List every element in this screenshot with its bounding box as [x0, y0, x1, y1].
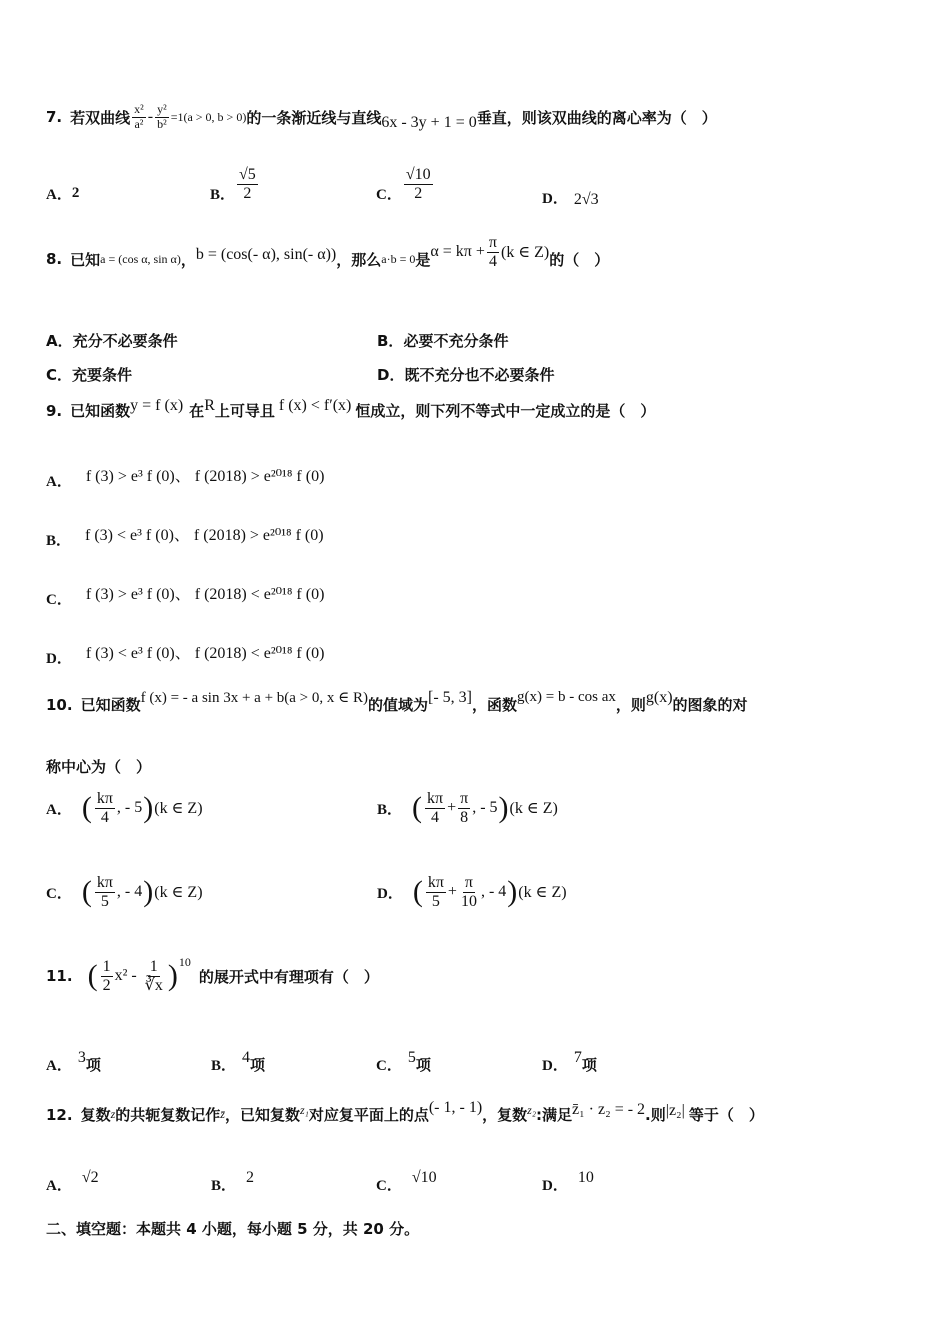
alpha-expr: α = kπ +	[430, 243, 485, 261]
question-text: .则	[645, 1106, 666, 1124]
option-label: A．	[46, 474, 72, 490]
k-in-z: (k ∈ Z)	[500, 244, 550, 262]
k-in-z: (k ∈ Z)	[518, 884, 567, 902]
option-label: C．	[46, 885, 72, 902]
question-text: 的展开式中有理项有（ ）	[198, 967, 379, 986]
option-a[interactable]: A． ( $\frac{k\pi}{4}$ , - 5 ) (k ∈ Z)	[46, 790, 203, 826]
option-value: 充要条件	[72, 366, 133, 384]
frac-num: y²	[157, 102, 167, 117]
option-value: 10	[577, 1168, 594, 1186]
option-label: B．	[46, 533, 72, 549]
frac-num: kπ	[427, 790, 444, 807]
k-in-z: (k ∈ Z)	[154, 800, 203, 818]
frac-num: kπ	[96, 874, 113, 891]
option-label: B．	[211, 1058, 237, 1074]
z-var: z	[110, 1107, 116, 1121]
frac-den: 4	[100, 808, 109, 826]
range: [- 5, 3]	[428, 688, 472, 706]
option-label: D．	[542, 1058, 568, 1074]
frac-num: √10	[405, 166, 431, 184]
question-number: 10.	[46, 695, 73, 714]
question-text-continued: 称中心为（ ）	[46, 758, 152, 776]
option-c[interactable]	[376, 1160, 437, 1195]
frac-den: 4	[488, 252, 497, 270]
frac-num: kπ	[96, 790, 113, 807]
option-value: 必要不充分条件	[403, 332, 509, 350]
function-expr: f (x) = - a sin 3x + a + b(a > 0, x ∈ R)	[140, 690, 368, 706]
option-value: 充分不必要条件	[72, 332, 178, 350]
inequality: f (x) < f′(x)	[278, 396, 352, 414]
question-text: ，那么	[336, 250, 382, 269]
question-text: 复数	[80, 1106, 111, 1124]
question-9	[46, 396, 656, 421]
dot-product: a·b = 0	[381, 251, 416, 266]
question-text: 是	[415, 250, 431, 269]
frac-num: x²	[134, 102, 144, 117]
option-d[interactable]	[542, 1040, 597, 1075]
option-a[interactable]	[46, 1160, 99, 1195]
x-squared: x²	[114, 967, 128, 985]
question-text: 等于（ ）	[688, 1106, 764, 1124]
option-unit: 项	[250, 1056, 266, 1074]
question-text: 的一条渐近线与直线	[246, 108, 382, 127]
frac-num: 1	[102, 958, 111, 975]
question-text: 已知函数	[70, 402, 131, 420]
option-a[interactable]	[46, 458, 324, 491]
question-text: 的（ ）	[549, 250, 610, 269]
option-rest: , - 5	[116, 799, 143, 817]
option-a[interactable]	[46, 183, 79, 204]
question-number: 12.	[46, 1105, 73, 1124]
option-rest: , - 4	[116, 883, 143, 901]
option-label: A．	[46, 1178, 72, 1194]
frac-num: π	[488, 234, 497, 251]
option-value: 3	[77, 1048, 86, 1066]
frac-den: b²	[157, 116, 167, 131]
option-c[interactable]	[46, 576, 324, 609]
option-value: f (3) > e³ f (0)、 f (2018) < e²⁰¹⁸ f (0)	[85, 586, 325, 603]
domain-r: R	[204, 396, 215, 414]
option-d[interactable]	[377, 364, 554, 385]
option-c[interactable]	[376, 165, 435, 204]
question-8	[46, 234, 610, 270]
frac-den: 2	[414, 185, 423, 202]
frac-den: 8	[460, 808, 469, 826]
option-label: C．	[376, 187, 402, 203]
frac-den: a²	[134, 116, 144, 131]
option-b[interactable]: B． ( $\frac{k\pi}{4}$ + $\frac{\pi}{8}$ , - 5 ) (k ∈ Z)	[377, 790, 558, 826]
option-label: B．	[210, 187, 236, 203]
option-rest: , - 5	[472, 799, 498, 817]
option-c[interactable]: C． ( $\frac{k\pi}{5}$ , - 4 ) (k ∈ Z)	[46, 874, 203, 910]
question-text: :满足	[536, 1106, 572, 1124]
z1-var: z₁	[299, 1103, 309, 1117]
g-of-x: g(x)	[645, 688, 673, 706]
abs-z2: |z₂|	[665, 1101, 685, 1119]
frac-den: 4	[431, 808, 440, 826]
condition: =1(a > 0, b > 0)	[170, 109, 247, 124]
question-10	[46, 688, 748, 715]
frac-num: √5	[239, 166, 256, 184]
question-text: 在	[189, 402, 205, 420]
k-in-z: (k ∈ Z)	[154, 884, 203, 902]
option-value: 4	[242, 1048, 251, 1066]
option-d[interactable]	[46, 635, 324, 668]
option-label: C．	[46, 366, 73, 384]
exponent: 10	[178, 954, 191, 969]
question-text: 若双曲线	[70, 108, 131, 127]
hyperbola-equation: $\frac{\text{x²}}{\text{a²}}$ - $\frac{\text{y²}}{\text{b²}}$ =1(a > 0, b > 0)	[134, 102, 247, 131]
option-c[interactable]	[46, 364, 132, 385]
question-text: ，函数	[472, 696, 518, 714]
z-bar: z̄	[220, 1107, 225, 1121]
option-d[interactable]: D． ( $\frac{k\pi}{5}$ + $\frac{\pi}{10}$ , - 4 ) (k ∈ Z)	[377, 874, 567, 910]
question-text: 垂直，则该双曲线的离心率为（ ）	[476, 108, 717, 127]
question-number: 11.	[46, 967, 73, 986]
option-d[interactable]	[542, 185, 599, 209]
question-text: ，已知复数	[224, 1106, 300, 1124]
point-coords: (- 1, - 1)	[428, 1098, 483, 1116]
line-equation: 6x - 3y + 1 = 0	[381, 114, 477, 131]
alpha-condition	[430, 234, 549, 270]
option-value: 既不充分也不必要条件	[404, 366, 555, 384]
question-text: ，则	[615, 696, 646, 714]
frac-num: 1	[149, 958, 158, 975]
option-value: 7	[573, 1048, 582, 1066]
option-c[interactable]	[376, 1040, 431, 1075]
question-12	[46, 1098, 764, 1125]
frac-den: 2	[102, 976, 111, 994]
option-label: A．	[46, 801, 72, 818]
option-label: D．	[46, 651, 72, 667]
question-text: 已知	[70, 250, 101, 269]
option-label: A．	[46, 1058, 72, 1074]
binomial-expr: ( $\frac{1}{2}$ x² - $\frac{1}{∛x}$ ) $^{10}$	[87, 954, 191, 994]
question-number: 7.	[46, 108, 63, 126]
option-value: f (3) < e³ f (0)、 f (2018) > e²⁰¹⁸ f (0)	[85, 527, 324, 544]
question-text: 已知函数	[80, 696, 141, 714]
vector-a: a = (cos α, sin α)	[100, 251, 181, 266]
option-b[interactable]	[211, 1160, 254, 1195]
frac-num: π	[464, 874, 473, 891]
option-value: 2√3	[573, 191, 599, 208]
question-text: 的图象的对	[672, 696, 748, 714]
option-label: D．	[542, 190, 568, 207]
question-text: 对应复平面上的点	[308, 1106, 429, 1124]
condition: z̄₁ · z₂ = - 2	[572, 1100, 646, 1118]
question-text: 的共轭复数记作	[115, 1106, 221, 1124]
z2-var: z₂	[527, 1103, 536, 1117]
question-7	[46, 102, 717, 132]
vector-b: b = (cos(- α), sin(- α))	[195, 246, 337, 264]
frac-den: 2	[243, 185, 252, 202]
question-number: 8.	[46, 250, 63, 269]
option-value: √2	[81, 1168, 99, 1186]
option-label: C．	[376, 1178, 402, 1194]
frac-den: 5	[431, 892, 440, 910]
option-label: C．	[376, 1058, 402, 1074]
option-label: C．	[46, 592, 72, 608]
question-text: 恒成立，则下列不等式中一定成立的是（ ）	[355, 402, 656, 420]
section-heading: 二、填空题：本题共 4 小题，每小题 5 分，共 20 分。	[46, 1220, 420, 1238]
option-a[interactable]	[46, 330, 178, 351]
punct: ，	[180, 250, 196, 269]
option-label: B．	[377, 332, 404, 350]
option-value: √10	[411, 1168, 437, 1186]
question-text: 的值域为	[368, 696, 429, 714]
option-value: 2	[71, 185, 80, 201]
option-unit: 项	[415, 1056, 431, 1074]
question-text: ，复数	[482, 1106, 528, 1124]
option-b[interactable]	[377, 330, 508, 351]
option-value: f (3) < e³ f (0)、 f (2018) < e²⁰¹⁸ f (0)	[85, 645, 325, 662]
frac-den: 10	[460, 892, 477, 910]
option-label: A．	[46, 332, 73, 350]
option-b[interactable]	[211, 1040, 265, 1075]
frac-num: kπ	[427, 874, 444, 891]
option-value: 2	[246, 1168, 255, 1186]
option-label: D．	[542, 1178, 568, 1194]
question-text: 上可导且	[214, 402, 275, 420]
option-label: B．	[211, 1178, 237, 1194]
option-label: B．	[377, 801, 403, 818]
option-label: A．	[46, 187, 72, 203]
option-label: D．	[377, 366, 405, 384]
question-11	[46, 954, 379, 994]
question-number: 9.	[46, 401, 63, 420]
option-unit: 项	[581, 1056, 597, 1074]
option-a[interactable]	[46, 1040, 101, 1075]
option-rest: , - 4	[480, 883, 507, 901]
minus: -	[131, 967, 137, 985]
option-label: D．	[377, 885, 403, 902]
frac-num: π	[460, 790, 469, 807]
function-expr: y = f (x)	[130, 396, 184, 414]
option-unit: 项	[85, 1056, 101, 1074]
option-value: f (3) > e³ f (0)、 f (2018) > e²⁰¹⁸ f (0)	[85, 468, 325, 485]
frac-den: 5	[100, 892, 109, 910]
option-b[interactable]	[46, 517, 324, 550]
g-expr: g(x) = b - cos ax	[517, 689, 616, 705]
option-d[interactable]	[542, 1160, 594, 1195]
frac-den: ∛x	[144, 976, 163, 994]
option-b[interactable]	[210, 165, 260, 204]
k-in-z: (k ∈ Z)	[509, 800, 558, 818]
option-value: 5	[407, 1048, 416, 1066]
